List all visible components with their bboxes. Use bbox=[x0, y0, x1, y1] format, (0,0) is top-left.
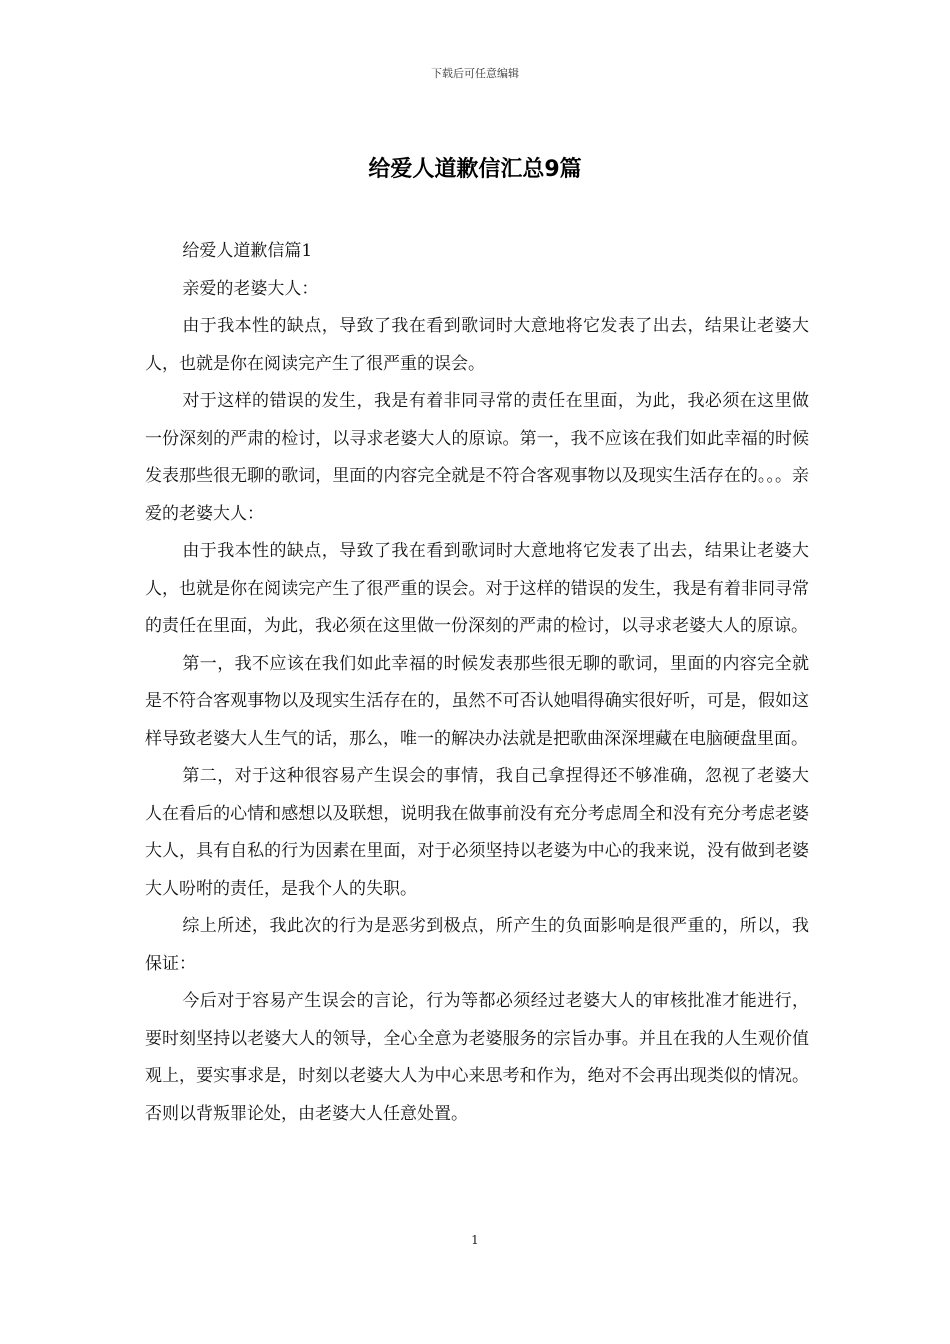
salutation: 亲爱的老婆大人： bbox=[182, 278, 319, 299]
body-paragraph: 今后对于容易产生误会的言论，行为等都必须经过老婆大人的审核批准才能进行，要时刻坚持以老婆大人的领导，全心全意为老婆服务的宗旨办事。并且在我的人生观价值观上，要实事求是，时刻以老婆大人为中心来思考和作为，绝对不会再出现类似的情况。否则以背叛罪论处，由老婆大人任意处置。 bbox=[145, 991, 809, 1124]
section-heading: 给爱人道歉信篇1 bbox=[182, 241, 313, 261]
body-paragraph: 综上所述，我此次的行为是恶劣到极点，所产生的负面影响是很严重的，所以，我保证： bbox=[145, 916, 809, 974]
body-paragraph: 第一，我不应该在我们如此幸福的时候发表那些很无聊的歌词，里面的内容完全就是不符合客观事物以及现实生活存在的，虽然不可否认她唱得确实很好听，可是，假如这样导致老婆大人生气的话，那么，唯一的解决办法就是把歌曲深深埋藏在电脑硬盘里面。 bbox=[145, 653, 809, 749]
document-title: 给爱人道歉信汇总9篇 bbox=[368, 157, 582, 182]
page-number: 1 bbox=[471, 1233, 479, 1247]
body-paragraph: 由于我本性的缺点，导致了我在看到歌词时大意地将它发表了出去，结果让老婆大人，也就是你在阅读完产生了很严重的误会。 bbox=[145, 316, 809, 374]
document-body bbox=[145, 233, 809, 1133]
body-paragraph: 由于我本性的缺点，导致了我在看到歌词时大意地将它发表了出去，结果让老婆大人，也就是你在阅读完产生了很严重的误会。对于这样的错误的发生，我是有着非同寻常的责任在里面，为此，我必须在这里做一份深刻的严肃的检讨，以寻求老婆大人的原谅。 bbox=[145, 541, 809, 636]
body-paragraph: 第二，对于这种很容易产生误会的事情，我自己拿捏得还不够准确，忽视了老婆大人在看后的心情和感想以及联想，说明我在做事前没有充分考虑周全和没有充分考虑老婆大人，具有自私的行为因素在里面，对于必须坚持以老婆为中心的我来说，没有做到老婆大人吩咐的责任，是我个人的失职。 bbox=[145, 766, 809, 899]
page-header: 下载后可任意编辑 bbox=[431, 67, 519, 80]
body-paragraph: 对于这样的错误的发生，我是有着非同寻常的责任在里面，为此，我必须在这里做一份深刻的严肃的检讨，以寻求老婆大人的原谅。第一，我不应该在我们如此幸福的时候发表那些很无聊的歌词，里面的内容完全就是不符合客观事物以及现实生活存在的。。。亲爱的老婆大人： bbox=[145, 391, 809, 524]
